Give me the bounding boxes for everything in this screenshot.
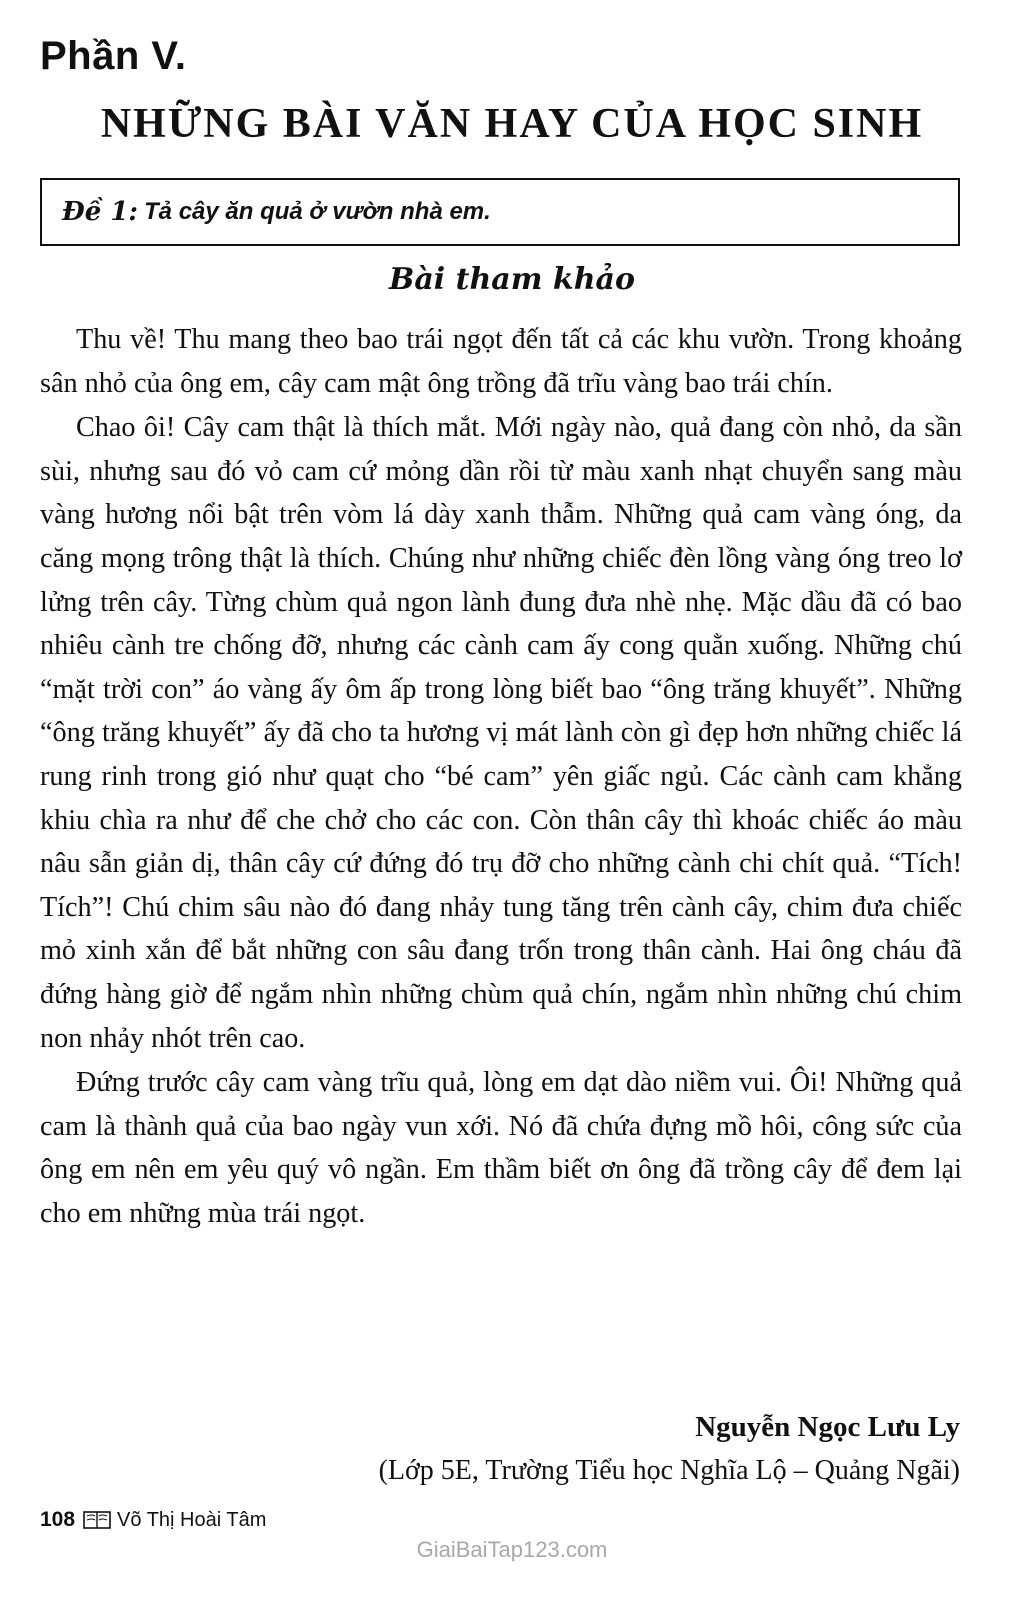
essay-body	[40, 318, 962, 1236]
topic-box	[40, 178, 960, 246]
book-icon	[83, 1510, 111, 1530]
topic-text: Tả cây ăn quả ở vườn nhà em.	[144, 198, 491, 225]
book-author: Võ Thị Hoài Tâm	[117, 1508, 267, 1531]
essay-paragraph-1: Thu về! Thu mang theo bao trái ngọt đến tất cả các khu vườn. Trong khoảng sân nhỏ của ông em, cây cam mật ông trồng đã trĩu vàng bao trái chín.	[40, 324, 962, 399]
part-label: Phần V.	[40, 34, 187, 78]
author-school: (Lớp 5E, Trường Tiểu học Nghĩa Lộ – Quảng Ngãi)	[378, 1455, 960, 1486]
essay-paragraph-2: Chao ôi! Cây cam thật là thích mắt. Mới ngày nào, quả đang còn nhỏ, da sần sùi, nhưng sau đó vỏ cam cứ mỏng dần rồi từ màu xanh nhạt chuyển sang màu vàng hương nổi bật trên vòm lá dày xanh thẫm. Những quả cam vàng óng, da căng mọng trông thật là thích. Chúng như những chiếc đèn lồng vàng óng treo lơ lửng trên cây. Từng chùm quả ngon lành đung đưa nhè nhẹ. Mặc dầu đã có bao nhiêu cành tre chống đỡ, nhưng các cành cam ấy cong quằn xuống. Những chú “mặt trời con” áo vàng ấy ôm ấp trong lòng biết bao “ông trăng khuyết”. Những “ông trăng khuyết” ấy đã cho ta hương vị mát lành còn gì đẹp hơn những chiếc lá rung rinh trong gió như quạt cho “bé cam” yên giấc ngủ. Các cành cam khẳng khiu chìa ra như để che chở cho các con. Còn thân cây thì khoác chiếc áo màu nâu sẫn giản dị, thân cây cứ đứng đó trụ đỡ cho những cành chi chít quả. “Tích! Tích”! Chú chim sâu nào đó đang nhảy tung tăng trên cành cây, chim đưa chiếc mỏ xinh xắn để bắt những con sâu đang trốn trong thân cành. Hai ông cháu đã đứng hàng giờ để ngắm nhìn những chùm quả chín, ngắm nhìn những chú chim non nhảy nhót trên cao.	[40, 412, 962, 1054]
essay-paragraph-3: Đứng trước cây cam vàng trĩu quả, lòng em dạt dào niềm vui. Ôi! Những quả cam là thành quả của bao ngày vun xới. Nó đã chứa đựng mồ hôi, công sức của ông em nên em yêu quý vô ngần. Em thầm biết ơn ông đã trồng cây để đem lại cho em những mùa trái ngọt.	[40, 1067, 962, 1229]
reference-heading: Bài tham khảo	[389, 262, 635, 297]
watermark: GiaiBaiTap123.com	[416, 1537, 608, 1562]
page-title: NHỮNG BÀI VĂN HAY CỦA HỌC SINH	[100, 101, 924, 147]
author-name: Nguyễn Ngọc Lưu Ly	[695, 1411, 960, 1443]
page-number: 108	[40, 1508, 76, 1531]
topic-number: Đề 1:	[62, 197, 139, 227]
page-footer	[40, 1508, 266, 1532]
